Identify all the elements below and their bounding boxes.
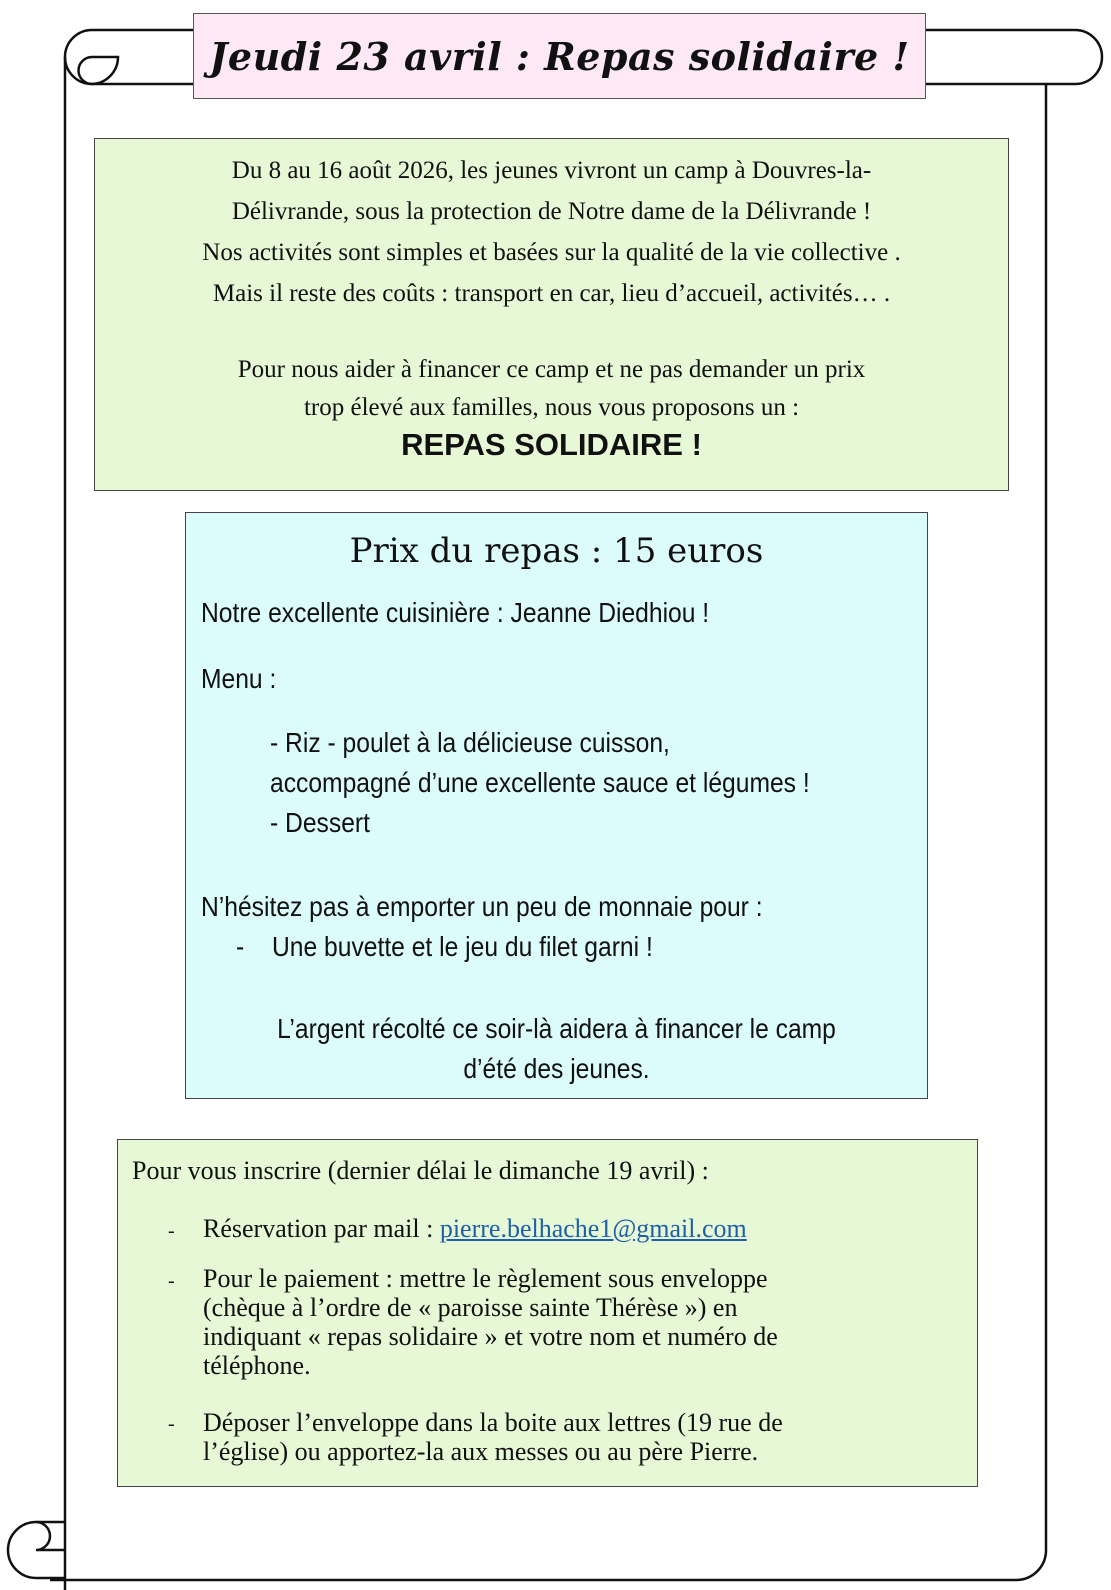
title-banner <box>193 13 926 99</box>
scroll-top-left-curl <box>65 30 193 84</box>
appeal-line: Pour nous aider à financer ce camp et ne pas demander un prix <box>237 356 866 383</box>
closing-line: L’argent récolté ce soir-là aidera à financer le camp <box>277 1013 836 1044</box>
email-link[interactable]: pierre.belhache1@gmail.com <box>439 1214 747 1243</box>
cook-line: Notre excellente cuisinière : Jeanne Diedhiou ! <box>201 597 710 628</box>
reservation-label: Réservation par mail : <box>203 1214 440 1243</box>
intro-line: Délivrande, sous la protection de Notre dame de la Délivrande ! <box>231 198 872 225</box>
intro-line: Nos activités sont simples et basées sur la qualité de la vie collective . <box>202 239 901 266</box>
payment-line: indiquant « repas solidaire » et votre nom et numéro de <box>203 1322 778 1351</box>
bullet: - <box>168 1270 175 1292</box>
money-note: N’hésitez pas à emporter un peu de monnaie pour : <box>201 891 763 922</box>
menu-item: - Dessert <box>270 807 370 838</box>
money-bullet: - <box>236 931 245 962</box>
menu-item: accompagné d’une excellente sauce et légumes ! <box>270 767 810 798</box>
scroll-top-right-curl <box>926 30 1102 84</box>
deposit-line: Déposer l’enveloppe dans la boite aux lettres (19 rue de <box>203 1408 783 1437</box>
price-title: Prix du repas : 15 euros <box>349 531 764 571</box>
payment-line: Pour le paiement : mettre le règlement sous enveloppe <box>203 1264 768 1293</box>
page-title: Jeudi 23 avril : Repas solidaire ! <box>209 33 910 79</box>
menu-box <box>185 512 928 1099</box>
intro-line: Du 8 au 16 août 2026, les jeunes vivront un camp à Douvres-la- <box>231 157 872 184</box>
registration-heading: Pour vous inscrire (dernier délai le dimanche 19 avril) : <box>132 1156 709 1185</box>
money-item: Une buvette et le jeu du filet garni ! <box>272 931 653 962</box>
registration-box <box>117 1139 978 1487</box>
menu-label: Menu : <box>201 663 277 694</box>
deposit-line: l’église) ou apportez-la aux messes ou au père Pierre. <box>203 1437 759 1466</box>
appeal-line: trop élevé aux familles, nous vous proposons un : <box>303 394 800 421</box>
intro-box <box>94 138 1009 491</box>
repas-solidaire-highlight: REPAS SOLIDAIRE ! <box>401 427 702 462</box>
menu-item: - Riz - poulet à la délicieuse cuisson, <box>270 727 670 758</box>
intro-line: Mais il reste des coûts : transport en car, lieu d’accueil, activités… . <box>212 280 891 307</box>
payment-line: téléphone. <box>203 1351 311 1380</box>
bullet: - <box>168 1220 175 1242</box>
bullet: - <box>168 1413 175 1435</box>
payment-line: (chèque à l’ordre de « paroisse sainte Thérèse ») en <box>203 1293 738 1322</box>
reservation-line <box>203 1214 747 1243</box>
closing-line: d’été des jeunes. <box>463 1053 650 1084</box>
